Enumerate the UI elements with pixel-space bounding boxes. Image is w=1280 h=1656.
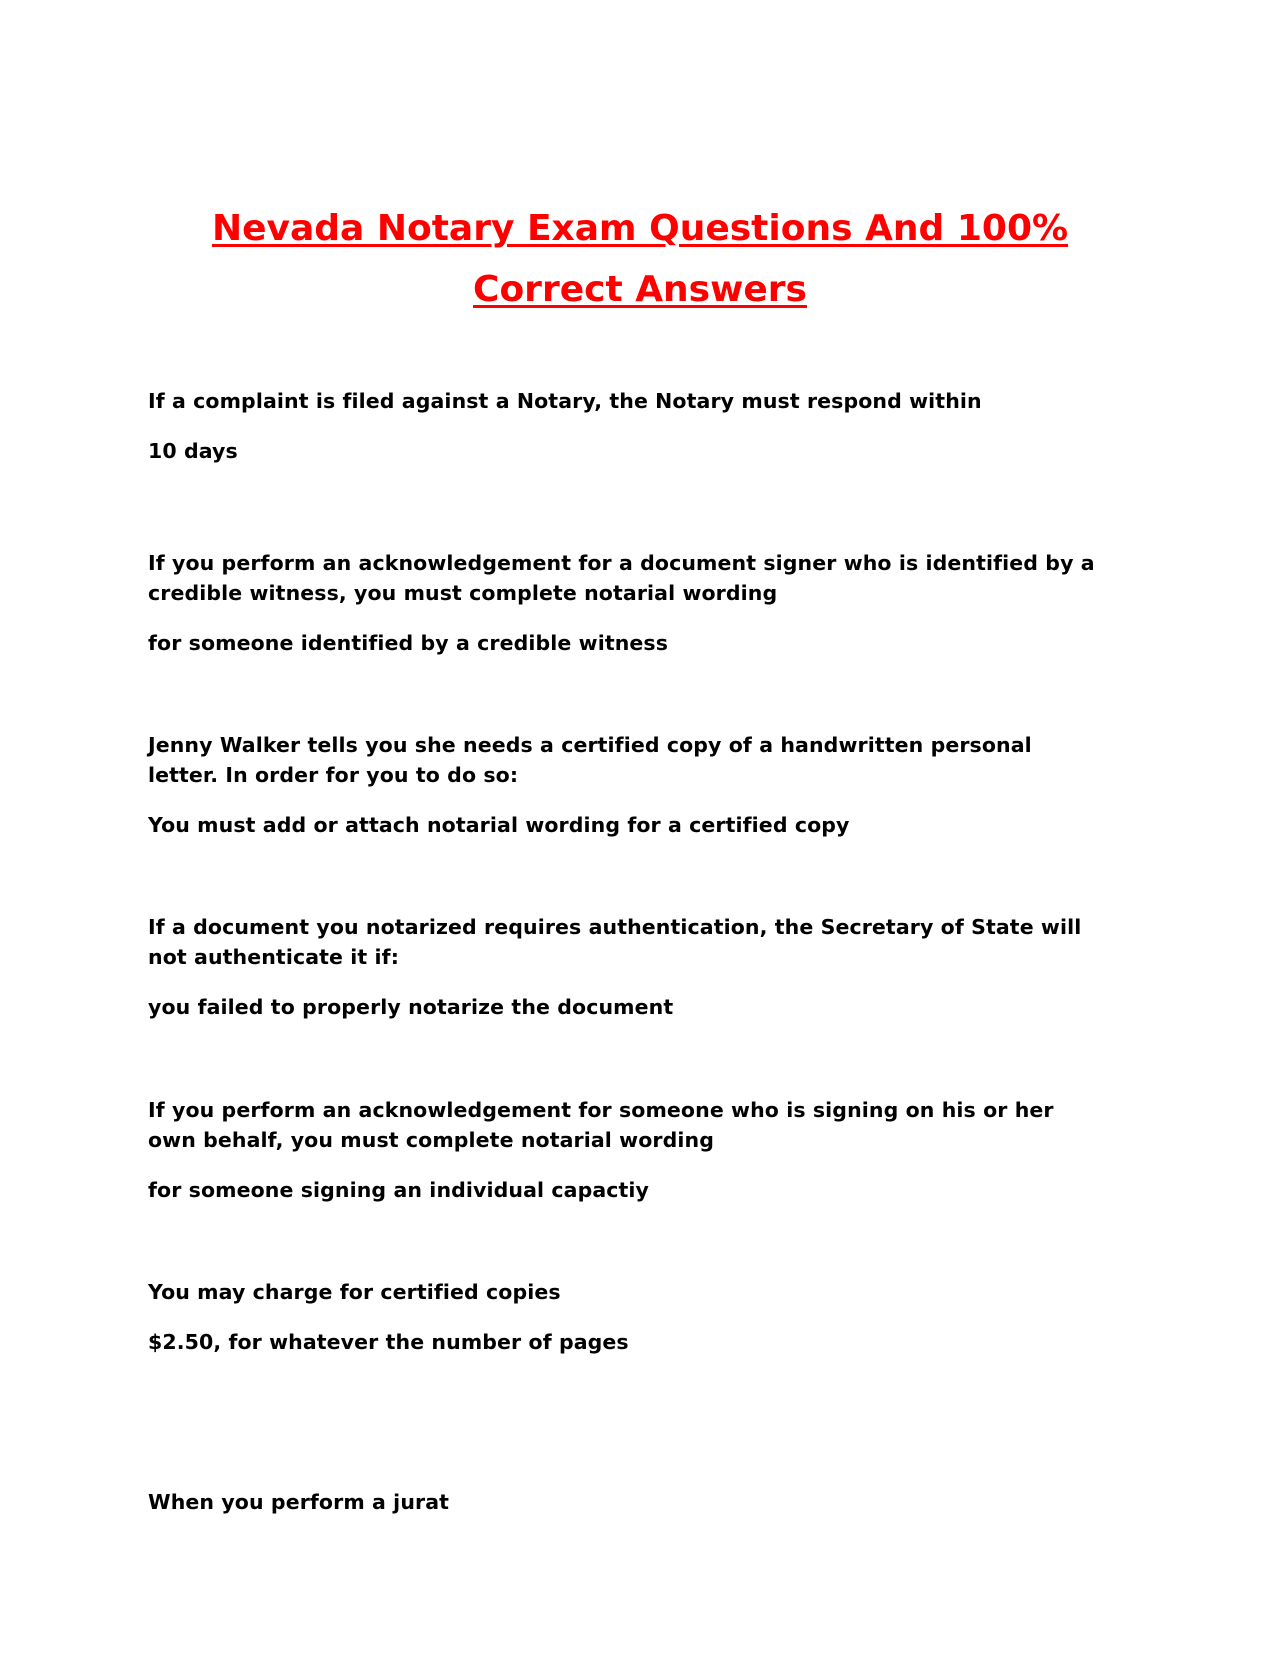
question-text: If a complaint is filed against a Notary, the Notary must respond within (148, 389, 982, 413)
question-text: You may charge for certified copies (148, 1280, 561, 1304)
answer-text: for someone signing an individual capactiy (148, 1178, 650, 1202)
answer-text: for someone identified by a credible witness (148, 631, 669, 655)
qa-item (148, 1487, 1108, 1517)
answer-text: you failed to properly notarize the document (148, 995, 674, 1019)
qa-item (148, 548, 1108, 658)
qa-item (148, 386, 1108, 466)
document-title: Nevada Notary Exam Questions And 100% Correct Answers (211, 208, 1069, 310)
answer-text: 10 days (148, 439, 238, 463)
question-text: If a document you notarized requires authentication, the Secretary of State will not authenticate it if: (148, 915, 1082, 969)
qa-item (148, 730, 1108, 840)
question-text: When you perform a jurat (148, 1490, 450, 1514)
question-text: If you perform an acknowledgement for a document signer who is identified by a credible witness, you must complete notarial wording (148, 551, 1095, 605)
answer-text: You must add or attach notarial wording for a certified copy (148, 813, 850, 837)
qa-item (148, 1277, 1108, 1357)
qa-item (148, 912, 1108, 1022)
qa-item (148, 1095, 1108, 1205)
question-text: If you perform an acknowledgement for someone who is signing on his or her own behalf, you must complete notarial wording (148, 1098, 1054, 1152)
question-text: Jenny Walker tells you she needs a certified copy of a handwritten personal letter. In order for you to do so: (148, 733, 1032, 787)
answer-text: $2.50, for whatever the number of pages (148, 1330, 629, 1354)
